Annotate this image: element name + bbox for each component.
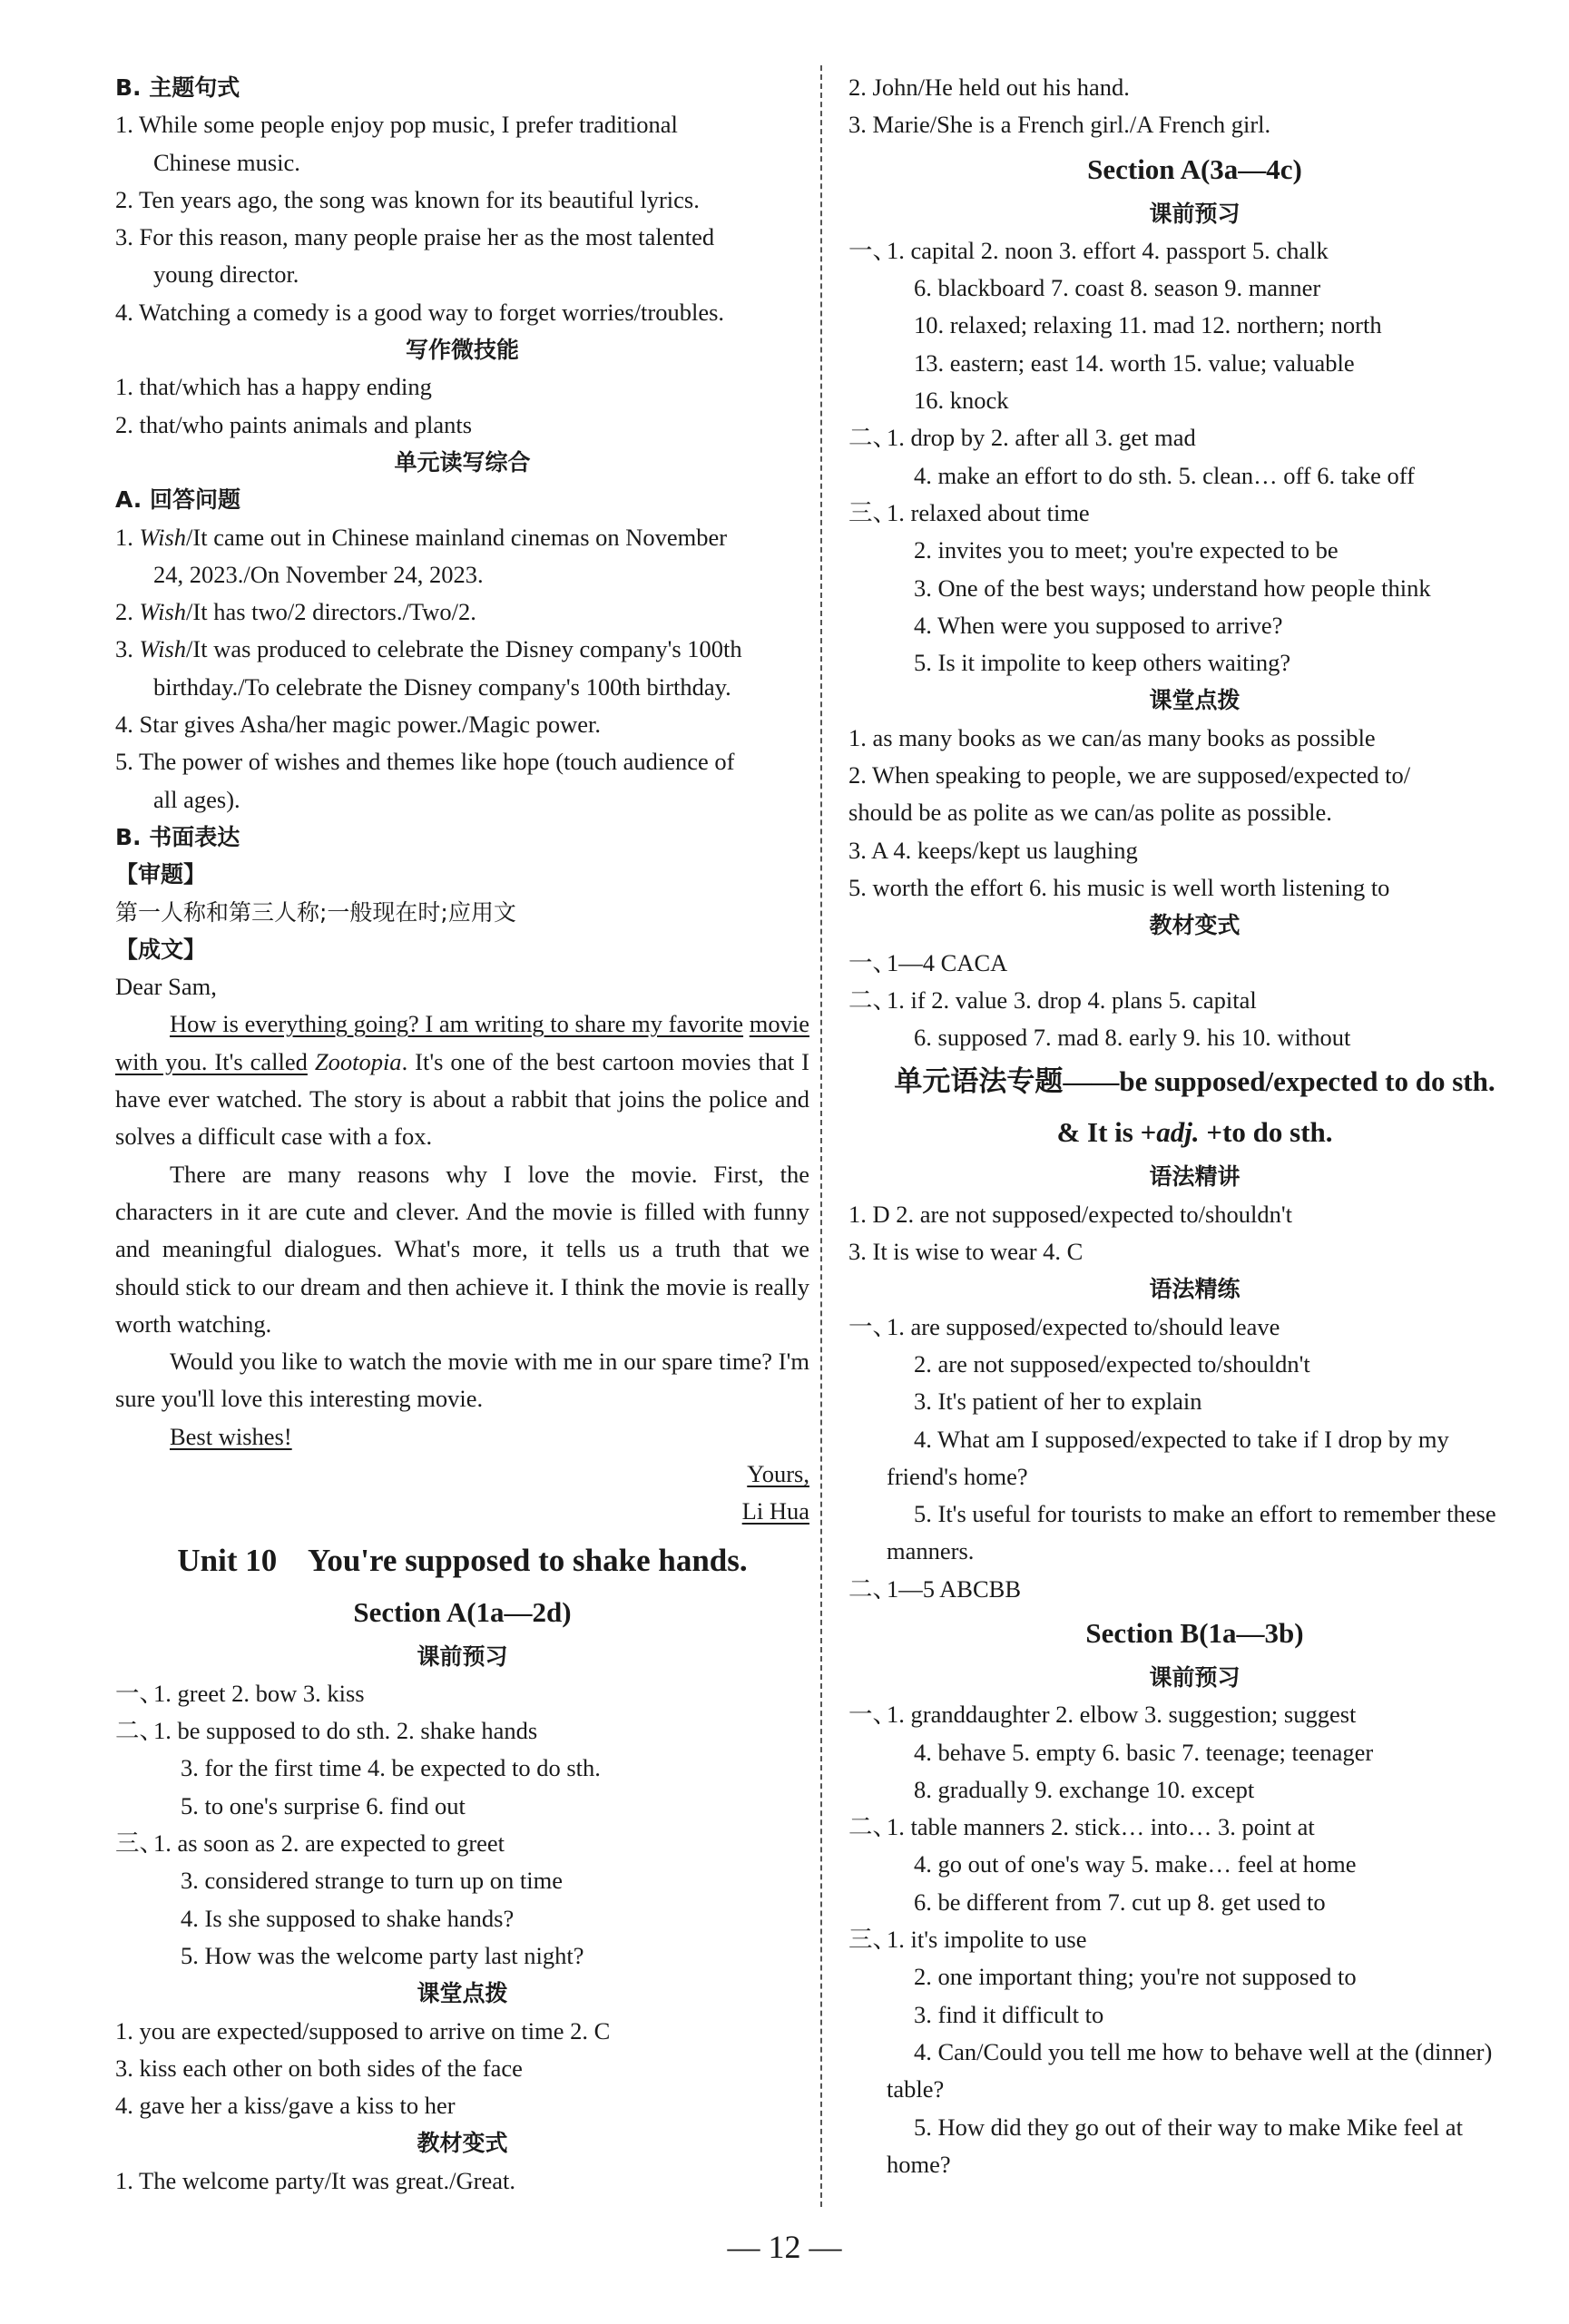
theme-item-3-cont: young director. [153,260,299,289]
a1-line-1: 一、1. greet 2. bow 3. kiss [115,1679,365,1707]
left-column [115,69,809,2200]
b-line-1: 一、1. granddaughter 2. elbow 3. suggestion; suggest [848,1701,1357,1729]
a1-line-8: 5. How was the welcome party last night? [181,1941,584,1969]
section-label-b-theme: B. 主题句式 [115,74,240,101]
theme-item-1: 1. While some people enjoy pop music, I prefer traditional [115,111,678,139]
a3-ktdb-2: 2. When speaking to people, we are supposed/expected to/ [848,761,1411,789]
b-line-6: 6. be different from 7. cut up 8. get used to [914,1888,1326,1916]
a3-line-5: 16. knock [914,387,1009,415]
a1-line-6: 3. considered strange to turn up on time [181,1867,563,1895]
a3-ktdb-1: 1. as many books as we can/as many books as possible [848,723,1376,751]
yfjj-line-1: 1. D 2. are not supposed/expected to/shouldn't [848,1200,1293,1228]
answer-item-1-cont: 24, 2023./On November 24, 2023. [153,560,484,588]
a3-line-7: 4. make an effort to do sth. 5. clean… off 6. take off [914,461,1415,489]
chengwen-label: 【成文】 [115,936,207,963]
a3-line-1: 一、1. capital 2. noon 3. effort 4. passport 5. chalk [848,236,1329,264]
kqyx-heading-a3: 课前预习 [1149,200,1240,227]
b-line-5: 4. go out of one's way 5. make… feel at home [914,1850,1357,1878]
letter-paragraph-2: There are many reasons why I love the movie. First, the characters in it are cute and clever. And the movie is filled with funny and meaningful dialogues. What's more, it tells us a truth that we should stick to our dream and then achieve it. I think the movie is really worth watching. [115,1160,809,1338]
answer-item-3-cont: birthday./To celebrate the Disney company's 100th birthday. [153,672,731,701]
a3-line-3: 10. relaxed; relaxing 11. mad 12. northern; north [914,311,1382,339]
a3-ktdb-3: should be as polite as we can/as polite as possible. [848,799,1332,827]
top-line-2: 2. John/He held out his hand. [848,74,1130,101]
a3-line-12: 5. Is it impolite to keep others waiting? [914,649,1291,677]
kqyx-heading-a1: 课前预习 [417,1642,508,1670]
section-b-title: Section B(1a—3b) [1085,1616,1304,1649]
b-line-9: 3. find it difficult to [914,2000,1104,2028]
unit-10-title: Unit 10 You're supposed to shake hands. [177,1542,748,1578]
page-number: — 12 — [727,2229,842,2265]
section-label-a-answer: A. 回答问题 [115,486,241,514]
a3-jcbs-3: 6. supposed 7. mad 8. early 9. his 10. without [914,1024,1351,1052]
answer-item-1: 1. Wish/It came out in Chinese mainland cinemas on November [115,523,728,551]
writing-item-1: 1. that/which has a happy ending [115,373,432,401]
a1-ktdb-2: 3. kiss each other on both sides of the face [115,2054,523,2082]
writing-skill-heading: 写作微技能 [405,337,519,364]
section-a-1a-2d-title: Section A(1a—2d) [353,1595,572,1628]
b-line-10-cont: table? [887,2075,945,2103]
grammar-title-line-1: 单元语法专题——be supposed/expected to do sth. [894,1065,1495,1098]
yfjl-line-2: 2. are not supposed/expected to/shouldn't [914,1349,1310,1378]
b-line-7: 三、1. it's impolite to use [848,1926,1087,1954]
jcbs-heading-a1: 教材变式 [417,2130,508,2157]
column-divider [820,65,822,2207]
theme-item-2: 2. Ten years ago, the song was known for its beautiful lyrics. [115,185,700,213]
a3-jcbs-1: 一、1—4 CACA [848,948,1008,976]
unit-rw-heading: 单元读写综合 [394,448,531,476]
writing-item-2: 2. that/who paints animals and plants [115,410,473,438]
shenti-text: 第一人称和第三人称;一般现在时;应用文 [115,898,516,926]
b-line-11: 5. How did they go out of their way to make Mike feel at [914,2113,1463,2141]
section-label-b-written: B. 书面表达 [115,823,240,850]
theme-item-4: 4. Watching a comedy is a good way to forget worries/troubles. [115,298,725,326]
yfjl-line-6: 二、1—5 ABCBB [848,1574,1022,1603]
letter-sign-name: Li Hua [741,1497,809,1525]
a1-line-5: 三、1. as soon as 2. are expected to greet [115,1829,505,1858]
a3-line-10: 3. One of the best ways; understand how people think [914,574,1431,602]
b-line-8: 2. one important thing; you're not supposed to [914,1963,1357,1991]
b-line-3: 8. gradually 9. exchange 10. except [914,1775,1255,1803]
a1-line-7: 4. Is she supposed to shake hands? [181,1904,515,1932]
shenti-label: 【审题】 [115,861,207,888]
answer-item-5-cont: all ages). [153,785,240,813]
letter-closing: Best wishes! [170,1422,292,1450]
b-line-4: 二、1. table manners 2. stick… into… 3. point at [848,1813,1315,1841]
a3-ktdb-4: 3. A 4. keeps/kept us laughing [848,836,1138,864]
a3-line-9: 2. invites you to meet; you're expected to be [914,536,1339,564]
section-a-3a-4c-title: Section A(3a—4c) [1087,152,1302,185]
theme-item-1-cont: Chinese music. [153,148,300,176]
a1-line-3: 3. for the first time 4. be expected to do sth. [181,1754,601,1782]
yfjl-line-5-cont: manners. [887,1537,975,1565]
a1-ktdb-3: 4. gave her a kiss/gave a kiss to her [115,2092,456,2120]
answer-item-5: 5. The power of wishes and themes like hope (touch audience of [115,748,735,776]
answer-item-2: 2. Wish/It has two/2 directors./Two/2. [115,598,476,626]
a3-ktdb-5: 5. worth the effort 6. his music is well worth listening to [848,873,1390,901]
grammar-title-line-2: & It is +adj. +to do sth. [1056,1116,1333,1149]
letter-greeting: Dear Sam, [115,973,217,1001]
top-line-3: 3. Marie/She is a French girl./A French girl. [848,111,1271,139]
ktdb-heading-a1: 课堂点拨 [417,1980,508,2007]
jcbs-heading-a3: 教材变式 [1149,912,1240,939]
yfjl-line-5: 5. It's useful for tourists to make an effort to remember these [914,1500,1496,1528]
yfjl-line-3: 3. It's patient of her to explain [914,1388,1202,1416]
letter-sign-yours: Yours, [747,1459,809,1487]
a3-line-4: 13. eastern; east 14. worth 15. value; valuable [914,348,1355,377]
a3-jcbs-2: 二、1. if 2. value 3. drop 4. plans 5. capital [848,985,1257,1014]
yfjl-line-1: 一、1. are supposed/expected to/should leave [848,1312,1280,1340]
a3-line-2: 6. blackboard 7. coast 8. season 9. manner [914,274,1321,302]
b-line-11-cont: home? [887,2150,951,2178]
a1-line-4: 5. to one's surprise 6. find out [181,1791,466,1819]
yfjl-heading: 语法精练 [1149,1276,1240,1303]
letter-paragraph-3: Would you like to watch the movie with me in our spare time? I'm sure you'll love this interesting movie. [115,1348,809,1413]
kqyx-heading-b: 课前预习 [1149,1663,1240,1691]
yfjl-line-4: 4. What am I supposed/expected to take if I drop by my [914,1425,1449,1453]
yfjl-line-4-cont: friend's home? [887,1462,1028,1490]
answer-item-3: 3. Wish/It was produced to celebrate the Disney company's 100th [115,635,742,663]
right-column [848,69,1541,2183]
yfjj-heading: 语法精讲 [1149,1163,1240,1191]
a1-ktdb-1: 1. you are expected/supposed to arrive on time 2. C [115,2016,611,2045]
b-line-2: 4. behave 5. empty 6. basic 7. teenage; teenager [914,1738,1374,1766]
ktdb-heading-a3: 课堂点拨 [1149,687,1240,714]
a1-line-2: 二、1. be supposed to do sth. 2. shake hands [115,1717,538,1745]
yfjj-line-2: 3. It is wise to wear 4. C [848,1238,1084,1266]
letter-paragraph-1: How is everything going? I am writing to share my favorite movie with you. It's called Zootopia. It's one of the best cartoon movies that I have ever watched. The story is about a rabbit that joins the police and solves a difficult case with a fox. [115,1010,810,1151]
theme-item-3: 3. For this reason, many people praise her as the most talented [115,223,715,251]
a3-line-8: 三、1. relaxed about time [848,498,1090,526]
answer-item-4: 4. Star gives Asha/her magic power./Magic power. [115,711,602,739]
a3-line-11: 4. When were you supposed to arrive? [914,611,1283,639]
a1-jcbs-1: 1. The welcome party/It was great./Great. [115,2166,516,2194]
b-line-10: 4. Can/Could you tell me how to behave well at the (dinner) [914,2037,1493,2065]
a3-line-6: 二、1. drop by 2. after all 3. get mad [848,424,1196,452]
